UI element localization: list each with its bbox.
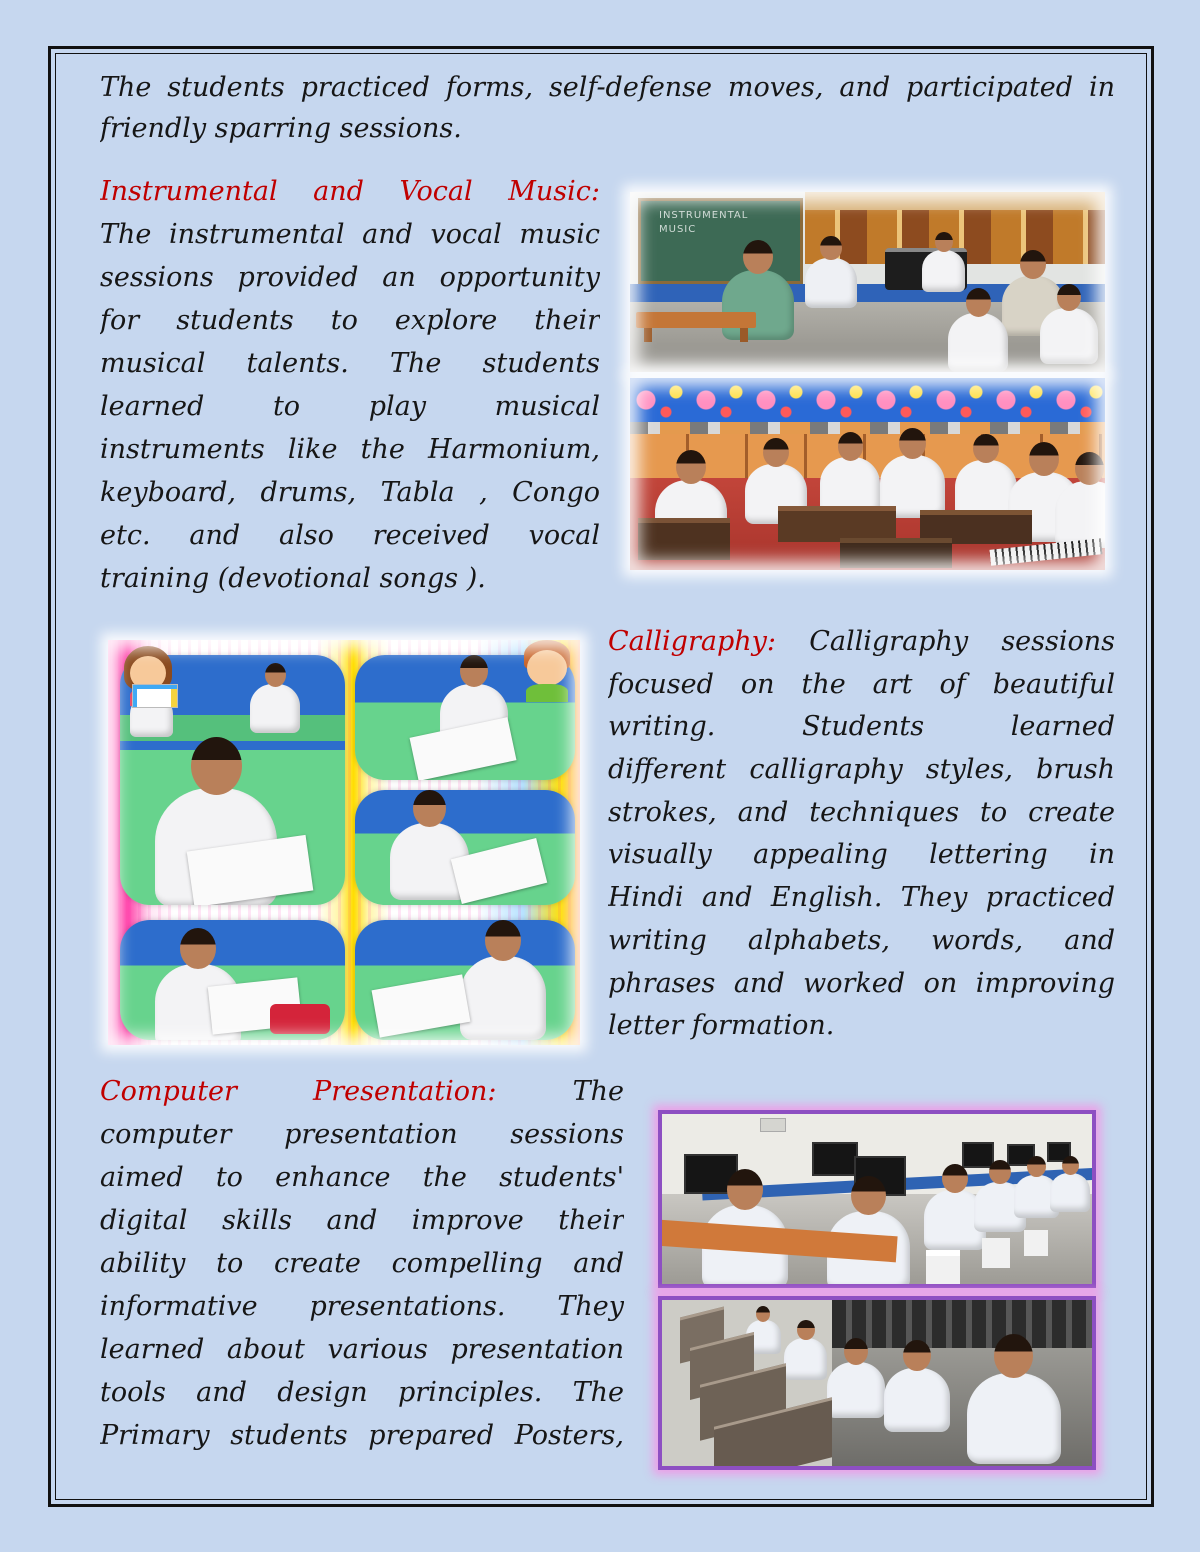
- text-line: Hindi and English. They practiced: [608, 882, 1115, 914]
- cartoon-shirt: [526, 684, 568, 702]
- figure-head: [460, 655, 489, 687]
- figure-body: [884, 1368, 950, 1432]
- student-figure: [884, 1340, 950, 1432]
- figure-body: [250, 684, 300, 733]
- computer-monitor: [812, 1142, 858, 1176]
- student-figure: [1040, 284, 1098, 364]
- color-chart-card: [132, 684, 178, 708]
- intro-paragraph: [100, 67, 1115, 149]
- calligraphy-heading: Calligraphy:: [608, 626, 776, 657]
- figure-body: [967, 1373, 1061, 1464]
- computer-heading: Computer Presentation:: [100, 1076, 497, 1107]
- writing-paper: [372, 974, 471, 1037]
- student-figure: [1050, 1156, 1090, 1212]
- student-figure: [250, 663, 300, 733]
- cartoon-face: [527, 650, 567, 686]
- calligraphy-heading-line: [608, 621, 1115, 664]
- text-line: strokes, and techniques to create: [608, 796, 1115, 828]
- figure-body: [922, 250, 965, 292]
- figure-head: [966, 288, 991, 317]
- text-line: friendly sparring sessions.: [100, 113, 462, 144]
- figure-head: [1020, 250, 1046, 279]
- text-line: ability to create compelling and: [100, 1248, 624, 1279]
- figure-head: [763, 438, 789, 467]
- figure-head: [994, 1334, 1033, 1378]
- text-line: learned about various presentation: [100, 1334, 624, 1365]
- text-line: phrases and worked on improving: [608, 967, 1115, 999]
- text-span: Calligraphy sessions: [809, 626, 1115, 657]
- white-stool: [926, 1250, 960, 1284]
- text-line: keyboard, drums, Tabla , Congo: [100, 477, 600, 508]
- text-line: musical talents. The students: [100, 348, 600, 379]
- figure-head: [1075, 452, 1104, 485]
- figure-body: [805, 258, 857, 308]
- figure-head: [899, 428, 926, 459]
- text-line: visually appealing lettering in: [608, 839, 1115, 871]
- calligraphy-photo-tile: [355, 790, 575, 905]
- figure-head: [485, 920, 521, 961]
- figure-head: [820, 236, 842, 260]
- text-line: digital skills and improve their: [100, 1205, 624, 1236]
- calligraphy-photo-tile: [120, 920, 345, 1040]
- computer-lab-photo: [658, 1110, 1096, 1288]
- music-section-text: [100, 170, 600, 600]
- figure-head: [935, 232, 953, 252]
- figure-head: [903, 1340, 931, 1371]
- white-stool: [982, 1238, 1010, 1268]
- students-playing-harmonium-photo: [630, 378, 1105, 570]
- figure-body: [460, 956, 546, 1040]
- wall-switchboard: [760, 1118, 786, 1132]
- chalkboard-writing: INSTRUMENTAL MUSIC: [659, 210, 749, 235]
- music-heading-line: [100, 170, 600, 213]
- text-line: aimed to enhance the students': [100, 1162, 624, 1193]
- figure-head: [413, 790, 446, 827]
- writing-paper: [410, 717, 517, 780]
- text-line: writing. Students learned: [608, 711, 1115, 743]
- wooden-top-shelf: [805, 192, 1105, 210]
- figure-body: [1040, 308, 1098, 364]
- figure-head: [838, 432, 863, 461]
- figure-head: [265, 663, 286, 687]
- text-line: informative presentations. They: [100, 1291, 624, 1322]
- text-line: computer presentation sessions: [100, 1119, 624, 1150]
- figure-head: [973, 434, 999, 463]
- computer-heading-line: [100, 1070, 624, 1113]
- figure-head: [1062, 1156, 1079, 1175]
- figure-head: [797, 1320, 815, 1340]
- student-figure: [827, 1338, 885, 1418]
- text-line: The instrumental and vocal music: [100, 219, 600, 250]
- figure-body: [784, 1338, 827, 1380]
- figure-head: [1057, 284, 1081, 311]
- figure-head: [942, 1164, 968, 1193]
- calligraphy-section-text: [608, 621, 1115, 1048]
- pencil-box: [270, 1004, 330, 1034]
- harmonium: [840, 538, 952, 568]
- harmonium: [778, 506, 896, 542]
- calligraphy-photo-tile: [355, 920, 575, 1040]
- figure-head: [1027, 1156, 1046, 1177]
- cartoon-boy-illustration: [518, 640, 578, 702]
- text-line: for students to explore their: [100, 305, 600, 336]
- figure-head: [727, 1169, 763, 1210]
- computer-cubicles-photo: [658, 1296, 1096, 1470]
- text-line: etc. and also received vocal: [100, 520, 600, 551]
- calligraphy-photo-collage: [108, 640, 580, 1045]
- text-line: instruments like the Harmonium,: [100, 434, 600, 465]
- flower-decoration-band: [630, 378, 1105, 422]
- figure-head: [676, 450, 706, 484]
- figure-head: [844, 1338, 868, 1365]
- figure-body: [948, 313, 1008, 372]
- student-figure: [922, 232, 965, 292]
- text-line: focused on the art of beautiful: [608, 668, 1115, 700]
- text-line: The students practiced forms, self-defense moves, and participated in: [100, 72, 1115, 103]
- figure-head: [851, 1176, 886, 1215]
- white-stool: [1024, 1230, 1048, 1256]
- text-line: tools and design principles. The: [100, 1377, 624, 1408]
- student-figure: [460, 920, 546, 1040]
- text-line: learned to play musical: [100, 391, 600, 422]
- student-figure: [880, 428, 945, 518]
- text-span: The: [572, 1076, 624, 1107]
- text-line: different calligraphy styles, brush: [608, 754, 1115, 786]
- student-figure: [784, 1320, 827, 1380]
- text-line: training (devotional songs ).: [100, 563, 486, 594]
- instrumental-music-class-photo: [630, 192, 1105, 372]
- wooden-bench: [636, 312, 756, 328]
- text-line: Primary students prepared Posters,: [100, 1420, 624, 1451]
- student-figure: [1055, 452, 1105, 548]
- figure-head: [191, 737, 242, 795]
- text-line: sessions provided an opportunity: [100, 262, 600, 293]
- figure-head: [989, 1160, 1011, 1184]
- figure-body: [1050, 1173, 1090, 1212]
- figure-head: [743, 240, 773, 274]
- figure-body: [827, 1362, 885, 1418]
- student-figure: [967, 1334, 1061, 1464]
- music-heading: Instrumental and Vocal Music:: [100, 176, 600, 207]
- student-figure: [820, 432, 880, 516]
- wooden-bench-legs: [644, 328, 748, 342]
- text-line: writing alphabets, words, and: [608, 924, 1115, 956]
- student-figure: [948, 288, 1008, 372]
- text-line: letter formation.: [608, 1010, 835, 1042]
- student-figure: [805, 236, 857, 308]
- figure-head: [180, 928, 216, 969]
- harmonium: [638, 518, 730, 560]
- computer-section-text: [100, 1070, 624, 1457]
